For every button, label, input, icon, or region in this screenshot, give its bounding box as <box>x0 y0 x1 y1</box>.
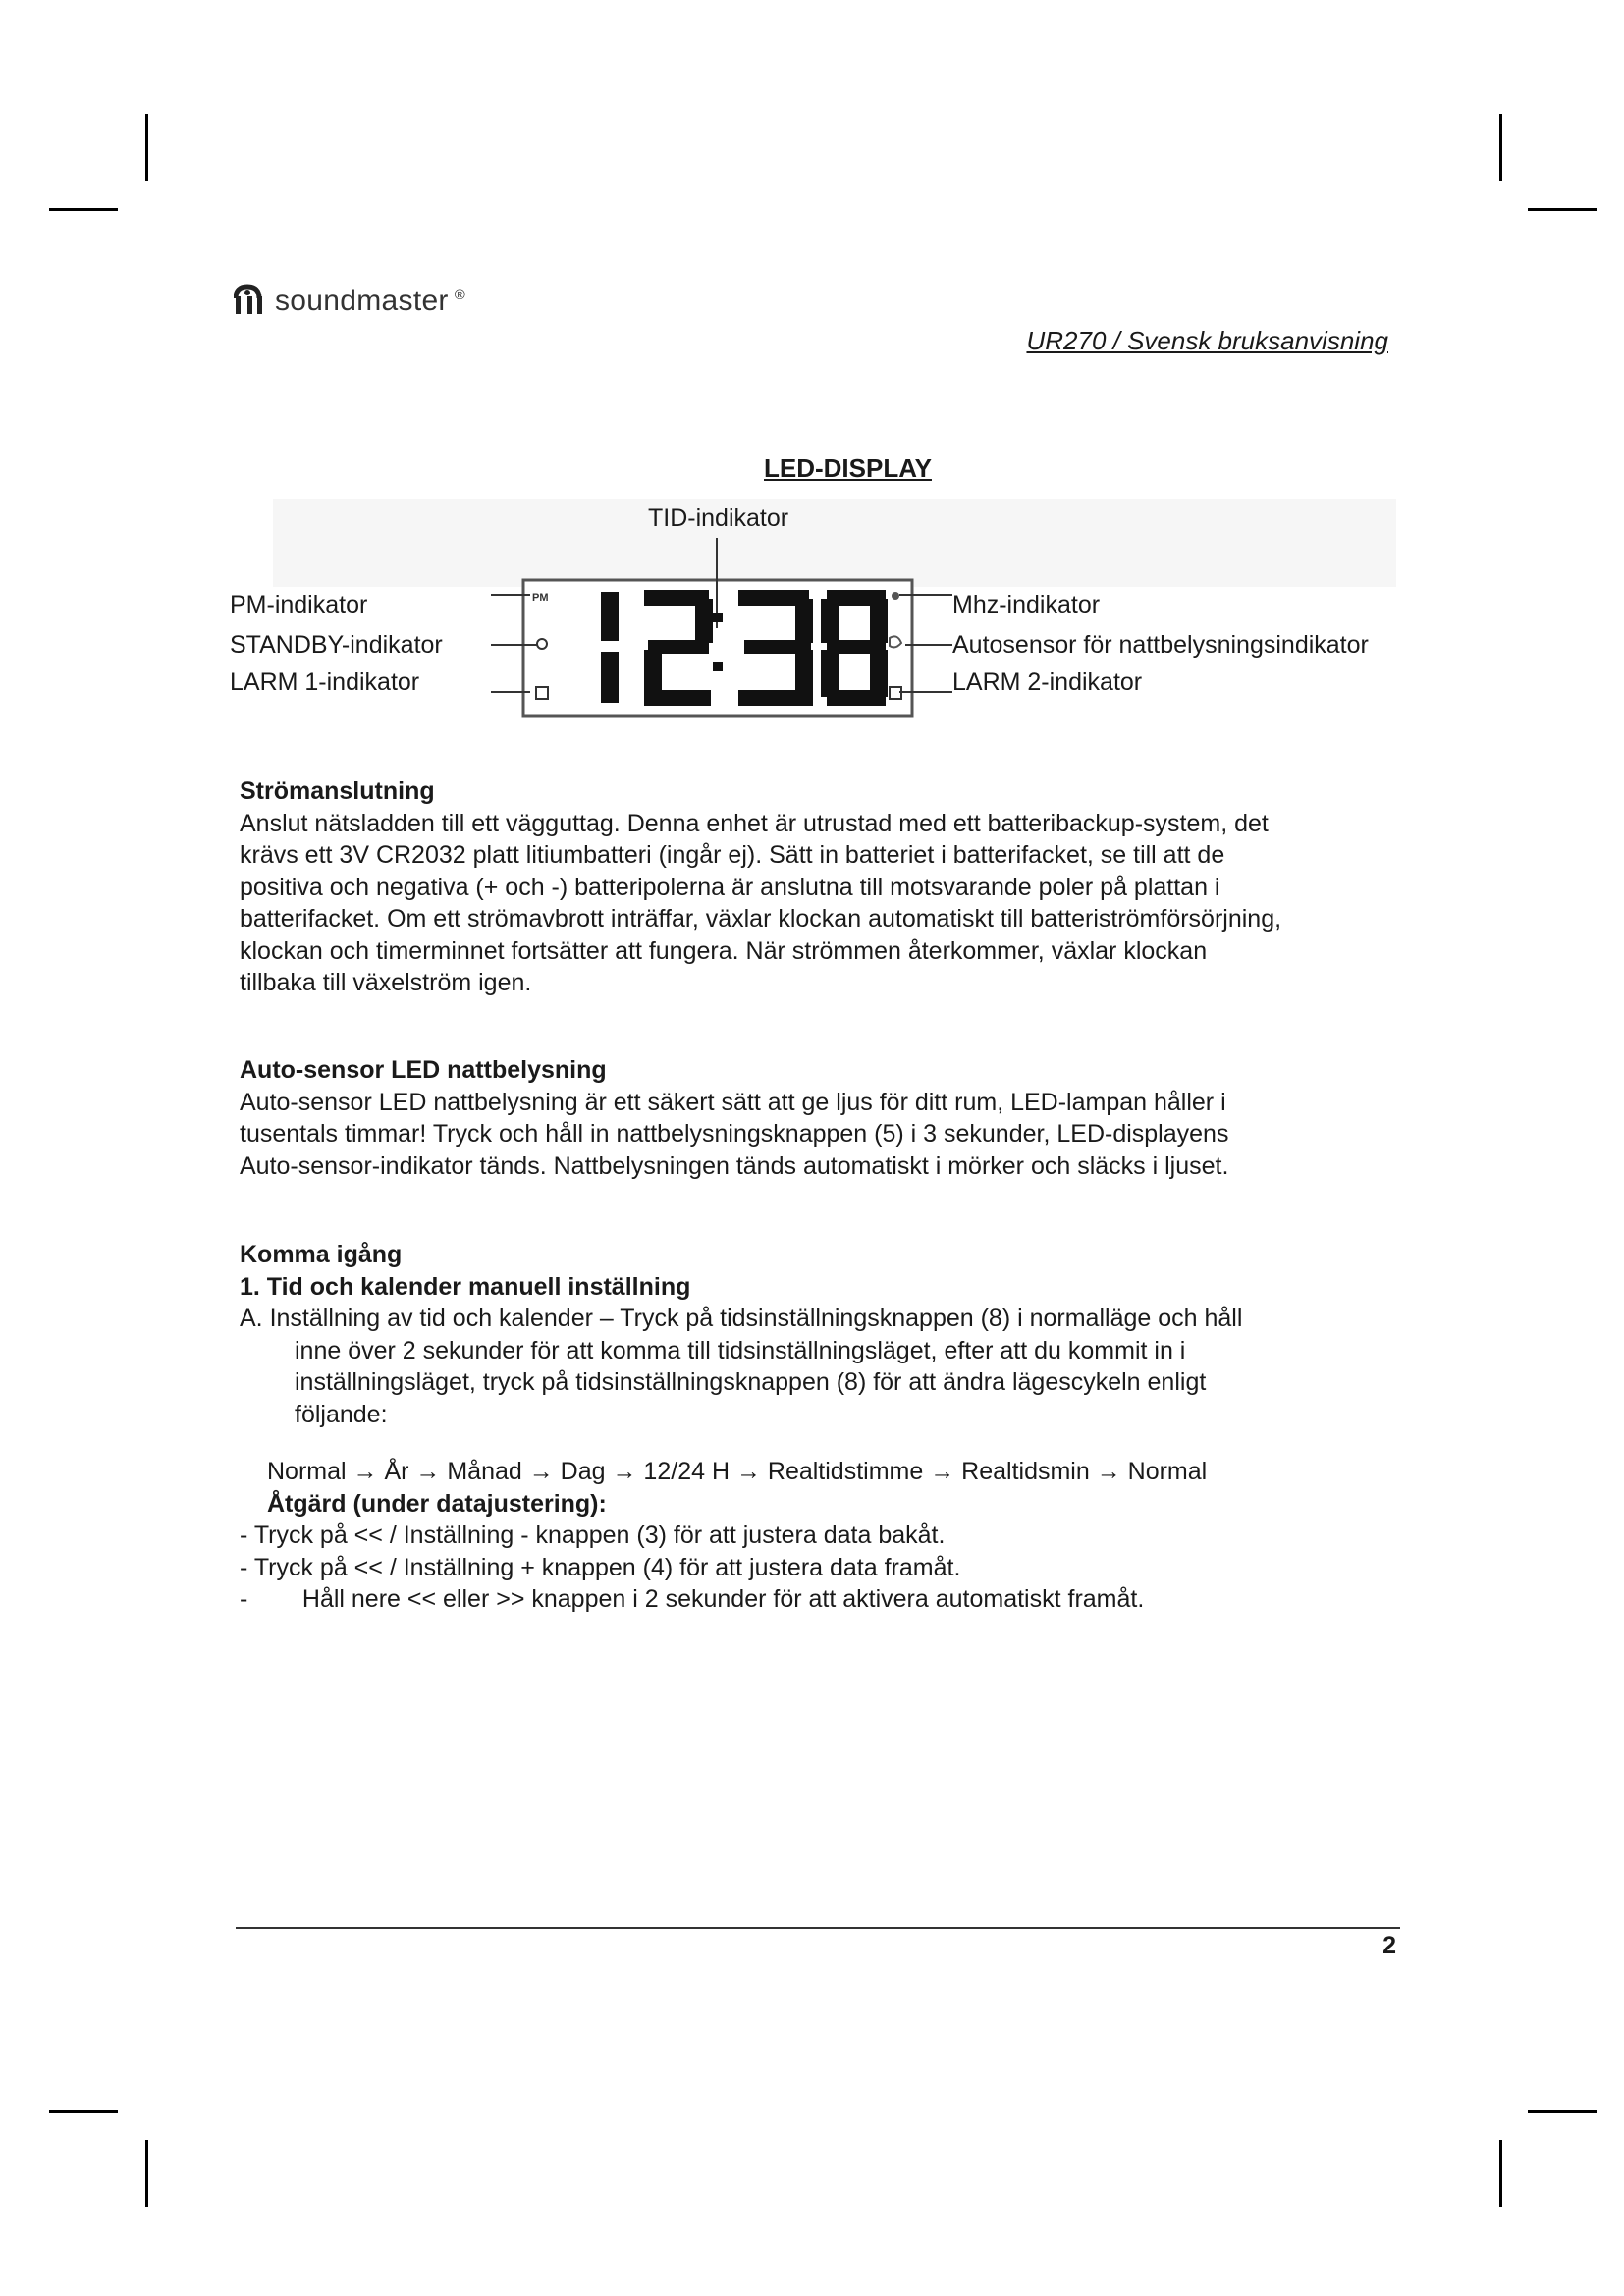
label-larm1-indikator: LARM 1-indikator <box>230 668 420 696</box>
label-autosensor-indikator: Autosensor för nattbelysningsindikator <box>952 631 1369 659</box>
action-item: - Tryck på << / Inställning - knappen (3) för att justera data bakåt. <box>240 1522 946 1549</box>
brand-name: soundmaster <box>275 285 449 317</box>
section-auto-sensor <box>240 1054 1398 1182</box>
label-larm2-indikator: LARM 2-indikator <box>952 668 1143 696</box>
heading-auto-sensor: Auto-sensor LED nattbelysning <box>240 1056 607 1084</box>
label-mhz-indikator: Mhz-indikator <box>952 591 1101 618</box>
text-line: Anslut nätsladden till ett vägguttag. Denna enhet är utrustad med ett batteribackup-system, det <box>240 809 1269 837</box>
text-line: inställningsläget, tryck på tidsinställningsknappen (8) för att ändra lägescykeln enligt <box>295 1368 1207 1396</box>
led-display-title: LED-DISPLAY <box>764 454 932 483</box>
action-item: - Tryck på << / Inställning + knappen (4) för att justera data framåt. <box>240 1553 961 1581</box>
section-stromanslutning <box>240 775 1398 999</box>
heading-komma-igang: Komma igång <box>240 1241 403 1268</box>
text-line: A. Inställning av tid och kalender – Tryck på tidsinställningsknappen (8) i normalläge och håll <box>240 1305 1243 1332</box>
section-komma-igang <box>240 1239 1398 1616</box>
text-line: Auto-sensor LED nattbelysning är ett säkert sätt att ge ljus för ditt rum, LED-lampan håller i <box>240 1088 1226 1116</box>
document-title: UR270 / Svensk bruksanvisning <box>1026 326 1388 355</box>
text-line: följande: <box>295 1400 388 1428</box>
led-display-diagram <box>0 0 1624 746</box>
crop-mark <box>49 2110 118 2113</box>
label-pm-indikator: PM-indikator <box>230 591 368 618</box>
mhz-icon <box>892 592 899 600</box>
page-number: 2 <box>1382 1932 1396 1959</box>
pm-small-indicator: PM <box>532 592 549 604</box>
text-line: positiva och negativa (+ och -) batteripolerna är anslutna till motsvarande poler på plattan i <box>240 873 1220 901</box>
text-line: Auto-sensor-indikator tänds. Nattbelysningen tänds automatiskt i mörker och släcks i ljuset. <box>240 1151 1229 1180</box>
text-line: inne över 2 sekunder för att komma till tidsinställningsläget, efter att du kommit in i <box>295 1336 1186 1364</box>
crop-mark <box>1499 2140 1502 2207</box>
label-standby-indikator: STANDBY-indikator <box>230 631 443 659</box>
action-item: - Håll nere << eller >> knappen i 2 sekunder för att aktivera automatiskt framåt. <box>240 1585 1145 1613</box>
mode-sequence: Normal → År → Månad → Dag → 12/24 H → Realtidstimme → Realtidsmin → Normal <box>267 1458 1208 1485</box>
heading-stromanslutning: Strömanslutning <box>240 777 435 805</box>
subheading-tid-kalender: 1. Tid och kalender manuell inställning <box>240 1272 691 1301</box>
text-line: tillbaka till växelström igen. <box>240 969 532 996</box>
label-tid-indikator: TID-indikator <box>648 505 789 532</box>
crop-mark <box>145 2140 148 2207</box>
registered-mark: ® <box>454 287 466 303</box>
crop-mark <box>1528 2110 1597 2113</box>
text-line: klockan och timerminnet fortsätter att fungera. När strömmen återkommer, växlar klockan <box>240 936 1208 965</box>
text-line: krävs ett 3V CR2032 platt litiumbatteri (ingår ej). Sätt in batteriet i batterifacket, se till att de <box>240 841 1225 869</box>
text-line: batterifacket. Om ett strömavbrott inträffar, växlar klockan automatiskt till batteriströmförsörjning, <box>240 905 1282 933</box>
heading-atgard: Åtgärd (under datajustering): <box>267 1489 607 1518</box>
text-line: tusentals timmar! Tryck och håll in nattbelysningsknappen (5) i 3 sekunder, LED-displayens <box>240 1120 1229 1148</box>
footer-rule <box>236 1927 1400 1929</box>
